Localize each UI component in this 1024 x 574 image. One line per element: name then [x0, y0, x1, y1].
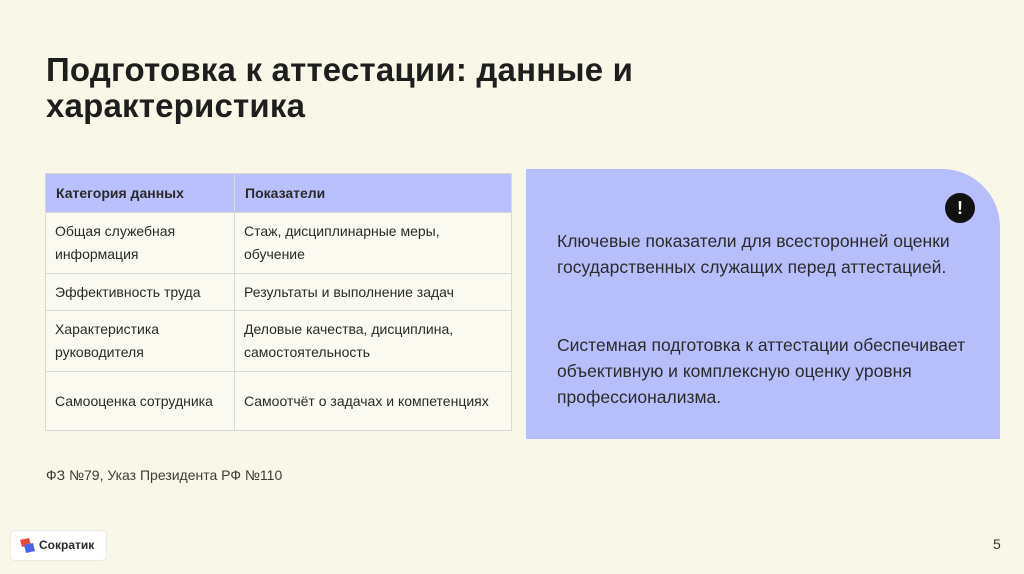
- table-cell-indicators: Стаж, дисциплинарные меры, обучение: [235, 213, 512, 274]
- table-cell-category: Общая служебная информация: [46, 213, 235, 274]
- alert-icon: !: [945, 193, 975, 223]
- table-row: [46, 311, 512, 372]
- table-cell-category: Самооценка сотрудника: [46, 372, 235, 431]
- page-title-line-2: характеристика: [46, 87, 306, 124]
- table-cell-indicators: Деловые качества, дисциплина, самостоятельность: [235, 311, 512, 372]
- table-cell-category: Характеристика руководителя: [46, 311, 235, 372]
- table-row: [46, 213, 512, 274]
- table-row: [46, 372, 512, 431]
- table-row: [46, 274, 512, 311]
- table-header-row: [46, 174, 512, 213]
- info-paragraph-1: Ключевые показатели для всесторонней оценки государственных служащих перед аттестацией.: [557, 231, 950, 277]
- page-title-line-1: Подготовка к аттестации: данные и: [46, 51, 634, 88]
- sokratik-logo-icon: [18, 537, 36, 554]
- table-header-indicators: Показатели: [235, 174, 512, 213]
- info-paragraph-2: Системная подготовка к аттестации обеспечивает объективную и комплексную оценку уровня профессионализма.: [557, 335, 966, 407]
- logo-text: Сократик: [39, 538, 95, 552]
- table-cell-indicators: Результаты и выполнение задач: [235, 274, 512, 311]
- page-title: [46, 52, 766, 124]
- table-header-category: Категория данных: [46, 174, 235, 213]
- data-table: [45, 173, 512, 431]
- table-cell-indicators: Самоотчёт о задачах и компетенциях: [235, 372, 512, 431]
- table-cell-category: Эффективность труда: [46, 274, 235, 311]
- logo: [11, 531, 106, 560]
- info-callout: [526, 169, 1000, 439]
- source-note: ФЗ №79, Указ Президента РФ №110: [46, 467, 283, 483]
- page-number: 5: [993, 536, 1001, 552]
